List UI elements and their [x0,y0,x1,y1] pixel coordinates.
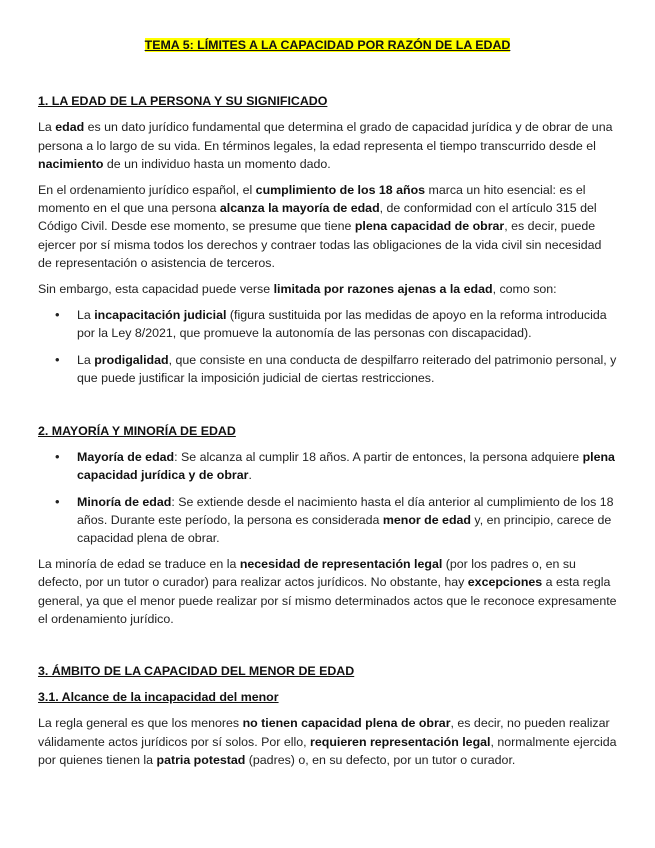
text-run: Sin embargo, esta capacidad puede verse [38,282,274,297]
section-1-bullet-list [38,306,617,387]
bold-term: incapacitación judicial [94,308,227,323]
text-run: , como son: [492,282,557,297]
bold-term: excepciones [467,575,543,590]
section-1-paragraph-1 [38,118,617,173]
title-block [38,36,617,54]
text-run: (por los padres o, en su defecto, por un tutor o curador) para realizar actos jurídicos. No obstante, hay [38,557,576,590]
bold-term: no tienen capacidad plena de obrar [242,716,451,731]
bold-term: Minoría de edad [77,494,172,509]
text-run: La regla general es que los menores [38,716,243,731]
text-run: , que consiste en una conducta de despilfarro reiterado del patrimonio personal, y que puede justificar la imposición judicial de ciertas restricciones. [77,352,617,385]
list-item [77,448,617,484]
bold-term: necesidad de representación legal [239,557,443,572]
text-run: de un individuo hasta un momento dado. [103,156,331,171]
bold-term: patria potestad [156,752,246,767]
text-run: , es decir, puede ejercer por sí misma todos los derechos y contraer todas las obligaciones de la vida civil sin necesidad de representación o asistencia de terceros. [38,219,602,270]
bold-term: requieren representación legal [310,734,491,749]
text-run: : Se extiende desde el nacimiento hasta el día anterior al cumplimiento de los 18 años. Durante este período, la persona es considerada [77,494,614,527]
text-run: , de conformidad con el artículo 315 del Código Civil. Desde ese momento, se presume que tiene [38,201,597,234]
bold-term: plena capacidad de obrar [354,219,505,234]
text-run: , es decir, no pueden realizar válidamente actos jurídicos por sí solos. Por ello, [38,716,610,749]
spacer [38,395,617,422]
bold-term: nacimiento [38,156,104,171]
section-1-heading: 1. LA EDAD DE LA PERSONA Y SU SIGNIFICADO [38,94,328,109]
text-run: es un dato jurídico fundamental que determina el grado de capacidad jurídica y de obrar de una persona a lo largo de su vida. En términos legales, la edad representa el tiempo transcurrido desde el [38,120,613,153]
bold-term: Mayoría de edad [77,450,175,465]
section-3-1-subheading: 3.1. Alcance de la incapacidad del menor [38,690,279,705]
text-run: marca un hito esencial: es el momento en el que una persona [38,183,586,216]
section-1-paragraph-3 [38,280,617,298]
text-run: En el ordenamiento jurídico español, el [38,183,256,198]
text-run: a esta regla general, ya que el menor puede realizar por sí mismo determinados actos que le reconoce expresamente el ordenamiento jurídico. [38,575,617,626]
text-run: La [77,352,95,367]
bold-term: cumplimiento de los 18 años [255,183,426,198]
bold-term: alcanza la mayoría de edad [219,201,380,216]
text-run: y, en principio, carece de capacidad plena de obrar. [77,512,612,546]
section-2-bullet-list [38,448,617,547]
bold-term: prodigalidad [94,352,169,367]
text-run: . [248,468,252,483]
section-1-paragraph-2 [38,181,617,272]
bold-term: menor de edad [382,512,471,527]
spacer [38,636,617,662]
section-3-paragraph-1 [38,714,617,769]
document-title: TEMA 5: LÍMITES A LA CAPACIDAD POR RAZÓN DE LA EDAD [144,38,511,52]
text-run: : Se alcanza al cumplir 18 años. A partir de entonces, la persona adquiere [174,450,583,465]
list-item [77,306,617,342]
section-3-heading: 3. ÁMBITO DE LA CAPACIDAD DEL MENOR DE EDAD [38,664,355,679]
text-run: (padres) o, en su defecto, por un tutor o curador. [245,752,516,767]
text-run: La [38,120,56,135]
section-2-heading: 2. MAYORÍA Y MINORÍA DE EDAD [38,424,236,439]
text-run: La minoría de edad se traduce en la [38,557,240,572]
bold-term: edad [55,120,85,135]
text-run: La [77,308,95,323]
list-item [77,351,617,387]
section-2-paragraph-1 [38,555,617,628]
text-run: , normalmente ejercida por quienes tienen la [38,734,617,767]
bold-term: plena capacidad jurídica y de obrar [77,450,615,483]
bold-term: limitada por razones ajenas a la edad [273,282,493,297]
list-item [77,493,617,548]
text-run: (figura sustituida por las medidas de apoyo en la reforma introducida por la Ley 8/2021, que promueve la autonomía de las personas con discapacidad). [77,308,607,341]
